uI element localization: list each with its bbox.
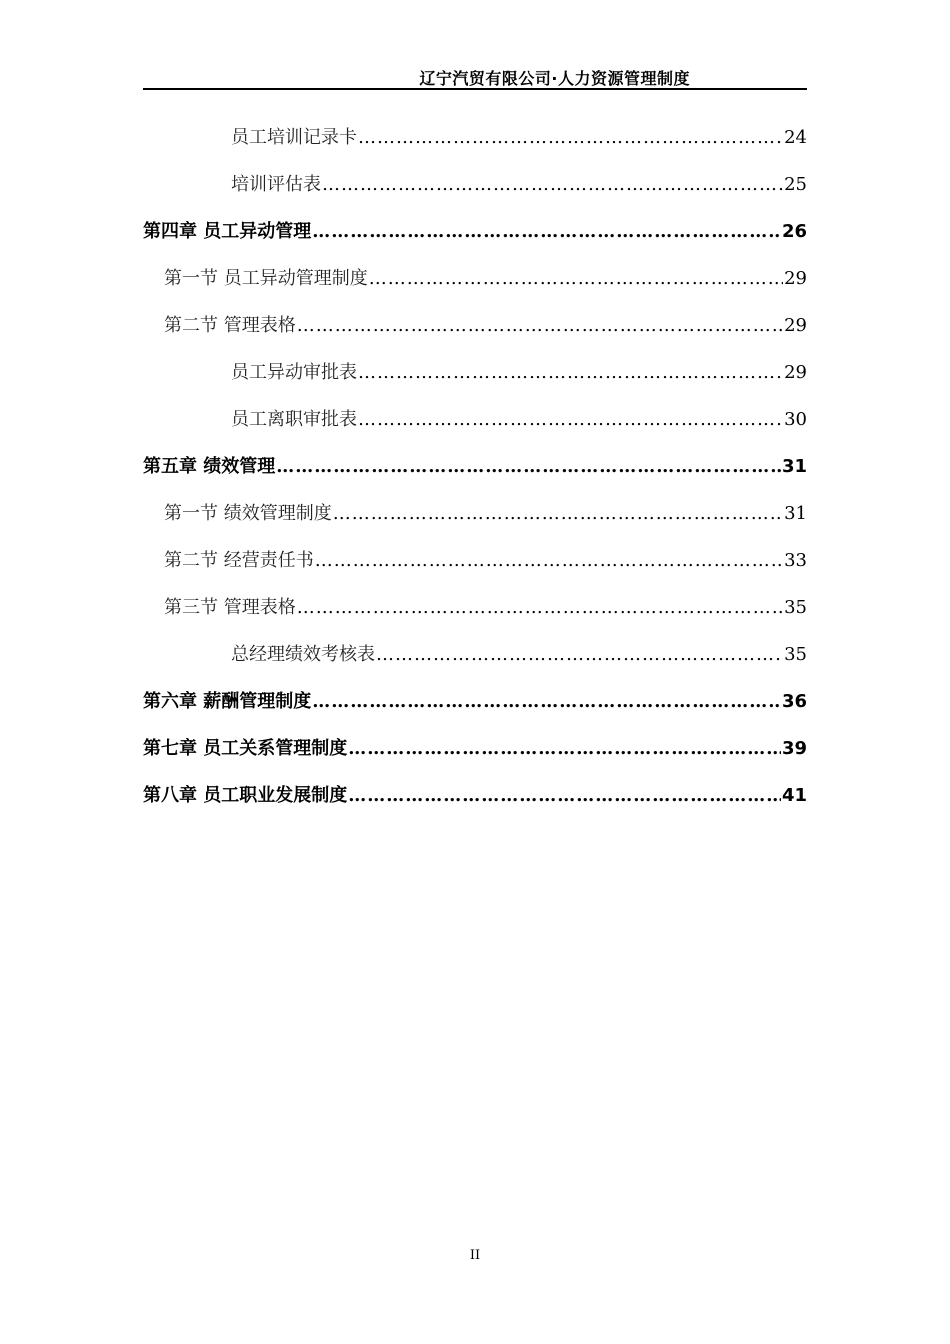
dot-leader	[358, 396, 783, 443]
toc-section[interactable]	[143, 255, 807, 302]
toc-section[interactable]	[143, 537, 807, 584]
dot-leader	[297, 302, 783, 349]
toc-section[interactable]	[143, 302, 807, 349]
toc-entry[interactable]	[143, 161, 807, 208]
toc-section[interactable]	[143, 584, 807, 631]
toc-entry-page: 25	[784, 174, 807, 195]
dot-leader	[297, 584, 783, 631]
toc-entry-page: 41	[781, 785, 807, 806]
toc-entry-title: 第二节 管理表格	[164, 315, 296, 336]
toc-entry-title: 第八章 员工职业发展制度	[143, 785, 348, 806]
toc-entry-page: 24	[784, 127, 807, 148]
toc-chapter[interactable]	[143, 208, 807, 255]
toc-entry-page: 35	[784, 644, 807, 665]
toc-entry-page: 29	[784, 362, 807, 383]
toc-entry-title: 员工异动审批表	[231, 362, 357, 383]
toc-entry-page: 29	[784, 268, 807, 289]
dot-leader	[348, 725, 781, 772]
dot-leader	[333, 490, 783, 537]
dot-leader	[376, 631, 783, 678]
dot-leader	[276, 443, 781, 490]
dot-leader	[312, 678, 781, 725]
dot-leader	[358, 349, 783, 396]
toc-entry-page: 35	[784, 597, 807, 618]
dot-leader	[315, 537, 783, 584]
toc-entry[interactable]	[143, 349, 807, 396]
toc-entry-title: 第一节 员工异动管理制度	[164, 268, 368, 289]
dot-leader	[322, 161, 783, 208]
toc-chapter[interactable]	[143, 678, 807, 725]
toc-chapter[interactable]	[143, 772, 807, 819]
toc-entry-page: 26	[781, 221, 807, 242]
toc-entry-title: 第一节 绩效管理制度	[164, 503, 332, 524]
toc-entry-title: 员工培训记录卡	[231, 127, 357, 148]
page-number: II	[469, 1248, 481, 1263]
page-header	[143, 62, 807, 90]
toc-section[interactable]	[143, 490, 807, 537]
dot-leader	[348, 772, 781, 819]
toc-entry-title: 员工离职审批表	[231, 409, 357, 430]
table-of-contents	[143, 114, 807, 819]
toc-entry-page: 31	[781, 456, 807, 477]
toc-entry[interactable]	[143, 396, 807, 443]
toc-entry-title: 第五章 绩效管理	[143, 456, 276, 477]
toc-entry[interactable]	[143, 114, 807, 161]
dot-leader	[312, 208, 781, 255]
toc-entry-title: 第三节 管理表格	[164, 597, 296, 618]
toc-entry-title: 第六章 薪酬管理制度	[143, 691, 312, 712]
toc-chapter[interactable]	[143, 725, 807, 772]
toc-entry-title: 第七章 员工关系管理制度	[143, 738, 348, 759]
toc-entry-title: 第四章 员工异动管理	[143, 221, 312, 242]
document-title: 辽宁汽贸有限公司·人力资源管理制度	[419, 69, 690, 88]
toc-entry-title: 总经理绩效考核表	[231, 644, 375, 665]
toc-entry[interactable]	[143, 631, 807, 678]
toc-entry-title: 培训评估表	[231, 174, 321, 195]
dot-leader	[358, 114, 783, 161]
toc-entry-page: 33	[784, 550, 807, 571]
toc-entry-page: 31	[784, 503, 807, 524]
dot-leader	[369, 255, 783, 302]
toc-entry-page: 36	[781, 691, 807, 712]
toc-entry-page: 29	[784, 315, 807, 336]
toc-entry-title: 第二节 经营责任书	[164, 550, 314, 571]
toc-chapter[interactable]	[143, 443, 807, 490]
toc-entry-page: 39	[781, 738, 807, 759]
toc-entry-page: 30	[784, 409, 807, 430]
